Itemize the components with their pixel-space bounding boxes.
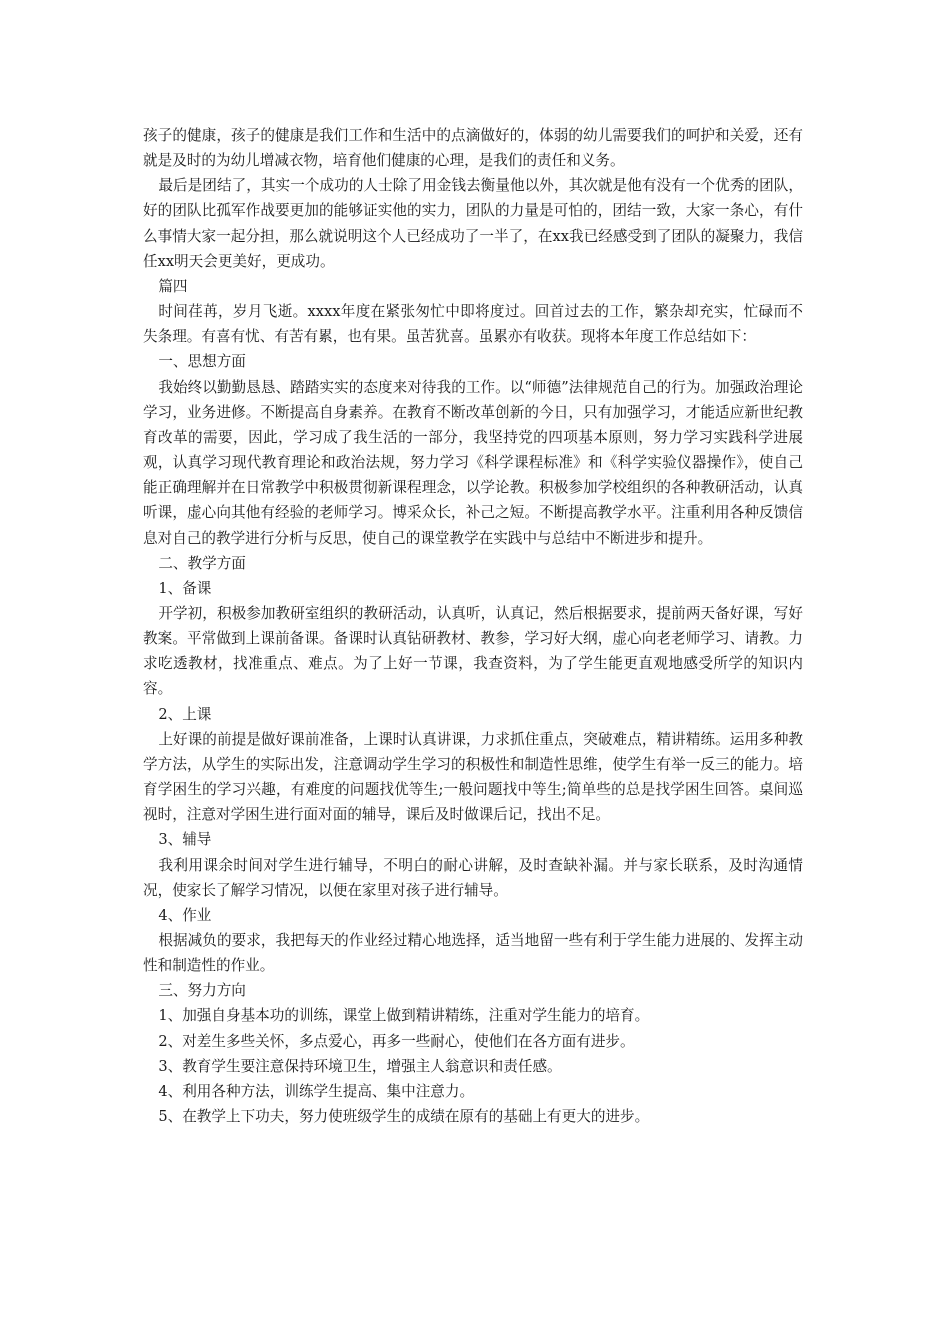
subheading-homework: 4、作业 [158,906,212,924]
subheading-lesson-prep: 1、备课 [158,579,212,597]
heading-teaching: 二、教学方面 [158,554,246,572]
list-item-direction-2: 2、对差生多些关怀，多点爱心，再多一些耐心，使他们在各方面有进步。 [158,1032,635,1050]
paragraph-children-health: 孩子的健康，孩子的健康是我们工作和生活中的点滴做好的，体弱的幼儿需要我们的呵护和关爱，还有就是及时的为幼儿增减衣物，培育他们健康的心理，是我们的责任和义务。 [143,127,803,170]
list-item-direction-4: 4、利用各种方法，训练学生提高、集中注意力。 [158,1082,475,1100]
list-item-direction-1: 1、加强自身基本功的训练，课堂上做到精讲精练，注重对学生能力的培育。 [158,1007,650,1025]
heading-direction: 三、努力方向 [158,982,246,1000]
list-item-direction-3: 3、教育学生要注意保持环境卫生，增强主人翁意识和责任感。 [158,1057,562,1075]
paragraph-tutoring: 我利用课余时间对学生进行辅导，不明白的耐心讲解，及时查缺补漏。并与家长联系，及时沟通情况，使家长了解学习情况，以便在家里对孩子进行辅导。 [143,856,803,899]
paragraph-homework: 根据减负的要求，我把每天的作业经过精心地选择，适当地留一些有利于学生能力进展的、发挥主动性和制造性的作业。 [143,932,803,975]
paragraph-ideology: 我始终以勤勤恳恳、踏踏实实的态度来对待我的工作。以“师德”法律规范自己的行为。加强政治理论学习，业务进修。不断提高自身素养。在教育不断改革创新的今日，只有加强学习，才能适应新世纪教育改革的需要，因此，学习成了我生活的一部分，我坚持党的四项基本原则，努力学习实践科学进展观，认真学习现代教育理论和政治法规，努力学习《科学课程标准》和《科学实验仪器操作》，使自己能正确理解并在日常教学中积极贯彻新课程理念，以学论教。积极参加学校组织的各种教研活动，认真听课，虚心向其他有经验的老师学习。博采众长，补己之短。不断提高教学水平。注重利用各种反馈信息对自己的教学进行分析与反思，使自己的课堂教学在实践中与总结中不断进步和提升。 [143,378,803,547]
document-page [143,123,803,1129]
paragraph-teamwork: 最后是团结了，其实一个成功的人士除了用金钱去衡量他以外，其次就是他有没有一个优秀的团队，好的团队比孤军作战要更加的能够证实他的实力，团队的力量是可怕的，团结一致，大家一条心，有什么事情大家一起分担，那么就说明这个人已经成功了一半了，在xx我已经感受到了团队的凝聚力，我信任xx明天会更美好，更成功。 [143,177,803,270]
paragraph-year-intro: 时间荏苒，岁月飞逝。xxxx年度在紧张匆忙中即将度过。回首过去的工作，繁杂却充实，忙碌而不失条理。有喜有忧、有苦有累，也有果。虽苦犹喜。虽累亦有收获。现将本年度工作总结如下： [143,303,803,346]
paragraph-class: 上好课的前提是做好课前准备，上课时认真讲课，力求抓住重点，突破难点，精讲精练。运用多种教学方法，从学生的实际出发，注意调动学生学习的积极性和制造性思维，使学生有举一反三的能力。培育学困生的学习兴趣，有难度的问题找优等生;一般问题找中等生;简单些的总是找学困生回答。桌间巡视时，注意对学困生进行面对面的辅导，课后及时做课后记，找出不足。 [143,730,803,824]
section-heading-part-four: 篇四 [158,277,188,295]
subheading-class: 2、上课 [158,705,212,723]
list-item-direction-5: 5、在教学上下功夫，努力使班级学生的成绩在原有的基础上有更大的进步。 [158,1108,650,1126]
heading-ideology: 一、思想方面 [158,353,246,371]
paragraph-lesson-prep: 开学初，积极参加教研室组织的教研活动，认真听，认真记，然后根据要求，提前两天备好课，写好教案。平常做到上课前备课。备课时认真钻研教材、教参，学习好大纲，虚心向老老师学习、请教。力求吃透教材，找准重点、难点。为了上好一节课，我查资料，为了学生能更直观地感受所学的知识内容。 [143,604,803,698]
subheading-tutoring: 3、辅导 [158,831,212,849]
